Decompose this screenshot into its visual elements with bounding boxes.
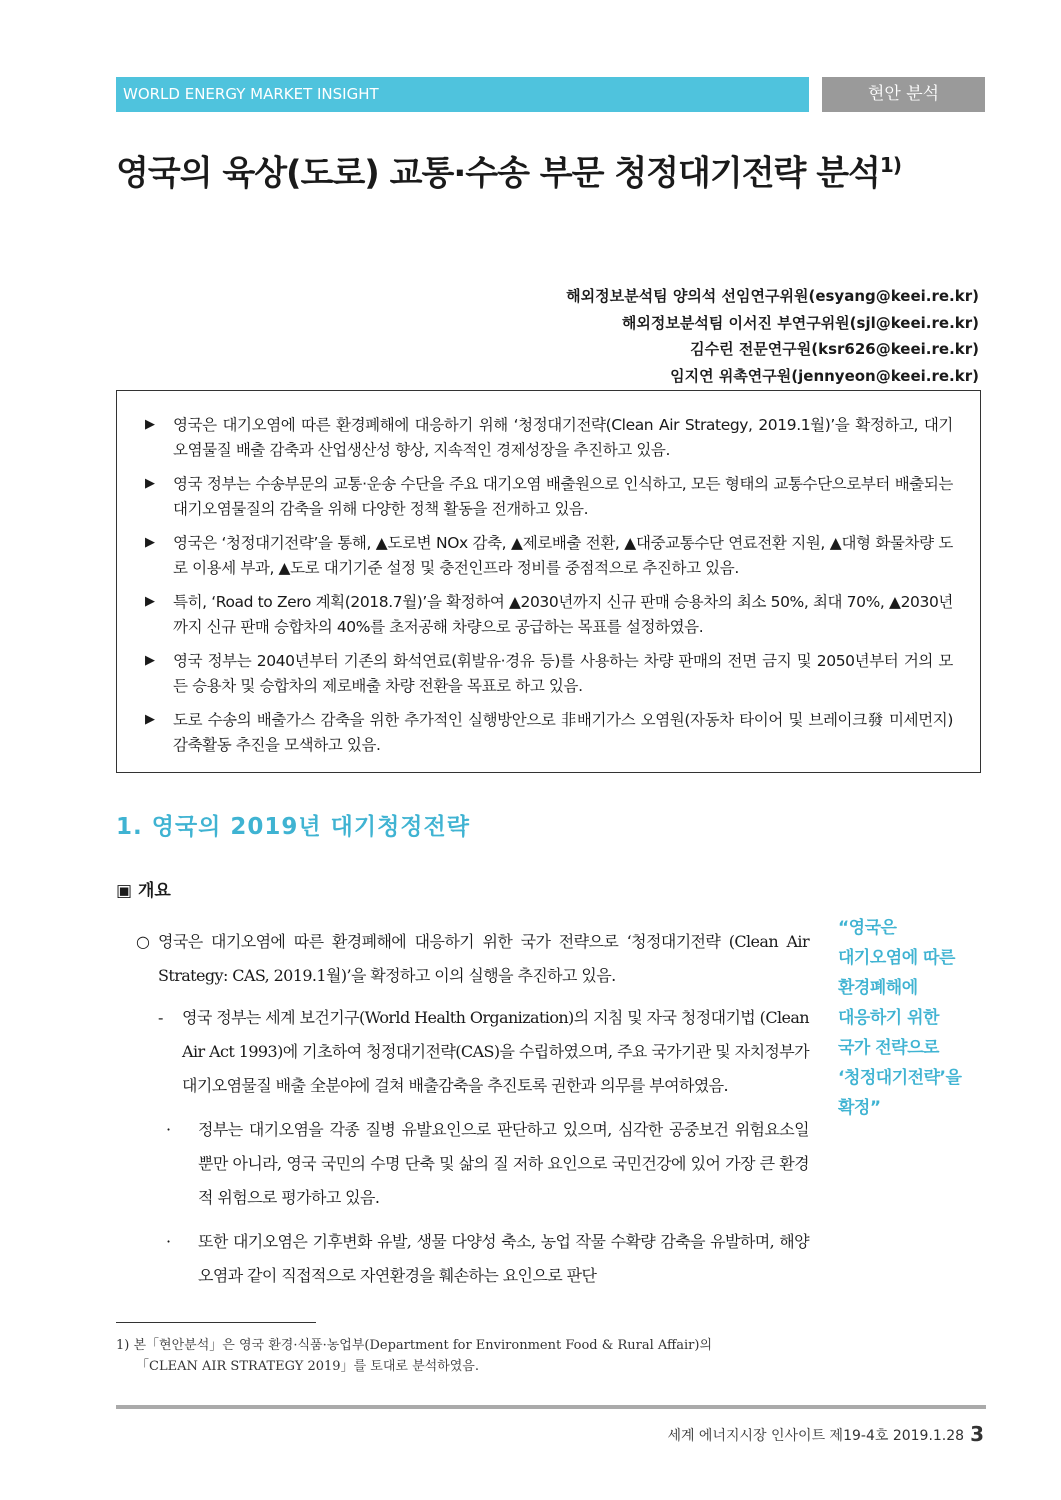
- paragraph-level3: [136, 1113, 809, 1215]
- summary-item: [145, 531, 953, 580]
- triangle-bullet-icon: ▶: [145, 653, 155, 668]
- summary-item: [145, 649, 953, 698]
- pull-quote-line: ‘청정대기전략’을: [838, 1068, 962, 1088]
- circle-bullet-icon: ○: [136, 932, 150, 951]
- pull-quote-line: 확정”: [838, 1098, 881, 1118]
- title-footnote-mark[interactable]: 1): [879, 153, 901, 177]
- pull-quote-line: 대기오염에 따른: [838, 948, 955, 968]
- pull-quote-line: “영국은: [838, 918, 897, 938]
- footer-divider: [116, 1405, 986, 1409]
- pull-quote-line: 환경폐해에: [838, 978, 918, 998]
- page-title: [116, 140, 1016, 198]
- page-number: 3: [970, 1422, 984, 1446]
- triangle-bullet-icon: ▶: [145, 712, 155, 727]
- dash-bullet-icon: -: [158, 1008, 163, 1027]
- triangle-bullet-icon: ▶: [145, 417, 155, 432]
- summary-item: [145, 590, 953, 639]
- summary-item: [145, 708, 953, 757]
- body-text: [136, 925, 809, 1303]
- footnote-line: 「CLEAN AIR STRATEGY 2019」를 토대로 분석하였음.: [136, 1359, 479, 1374]
- author-line: 임지연 위촉연구원(jennyeon@keei.re.kr): [670, 366, 979, 385]
- triangle-bullet-icon: ▶: [145, 535, 155, 550]
- page-footer: [667, 1420, 984, 1450]
- section-title: 1. 영국의 2019년 대기청정전략: [116, 814, 470, 840]
- paragraph-text: 영국 정부는 세계 보건기구(World Health Organization)의 지침 및 자국 청정대기법 (Clean Air Act 1993)에 기초하여 청정대기전략(CAS)을 수립하였으며, 주요 국가기관 및 자치정부가 대기오염물질 배출 全분야에 걸쳐 배출감축을 추진토록 권한과 의무를 부여하였음.: [182, 1008, 809, 1095]
- triangle-bullet-icon: ▶: [145, 594, 155, 609]
- dot-bullet-icon: ·: [166, 1232, 171, 1251]
- author-list: [566, 283, 979, 389]
- footnote: [116, 1335, 809, 1377]
- footnote-line: 1) 본「현안분석」은 영국 환경·식품·농업부(Department for Environment Food & Rural Affair)의: [116, 1338, 713, 1353]
- summary-box: [116, 390, 981, 773]
- summary-item: [145, 472, 953, 521]
- subsection-title: [116, 876, 171, 901]
- page-title-text: 영국의 육상(도로) 교통·수송 부문 청정대기전략 분석: [116, 153, 880, 194]
- footnote-divider: [116, 1322, 316, 1323]
- author-line: 해외정보분석팀 이서진 부연구위원(sjl@keei.re.kr): [621, 313, 979, 332]
- footer-publication: 세계 에너지시장 인사이트 제19-4호 2019.1.28: [667, 1428, 965, 1444]
- paragraph-text: 또한 대기오염은 기후변화 유발, 생물 다양성 축소, 농업 작물 수확량 감축을 유발하며, 해양 오염과 같이 직접적으로 자연환경을 훼손하는 요인으로 판단: [198, 1232, 809, 1285]
- dot-bullet-icon: ·: [166, 1120, 171, 1139]
- header-publication-label: WORLD ENERGY MARKET INSIGHT: [116, 77, 809, 112]
- summary-item-text: 영국 정부는 수송부문의 교통·운송 수단을 주요 대기오염 배출원으로 인식하고, 모든 형태의 교통수단으로부터 배출되는 대기오염물질의 감축을 위해 다양한 정책 활동을 전개하고 있음.: [173, 475, 953, 518]
- summary-item-text: 영국은 ‘청정대기전략’을 통해, ▲도로변 NOx 감축, ▲제로배출 전환, ▲대중교통수단 연료전환 지원, ▲대형 화물차량 도로 이용세 부과, ▲도로 대기기준 설정 및 충전인프라 정비를 중점적으로 추진하고 있음.: [173, 534, 953, 577]
- pull-quote: [838, 913, 978, 1123]
- author-line: 해외정보분석팀 양의석 선임연구위원(esyang@keei.re.kr): [566, 287, 979, 305]
- paragraph-text: 영국은 대기오염에 따른 환경폐해에 대응하기 위한 국가 전략으로 ‘청정대기전략 (Clean Air Strategy: CAS, 2019.1월)’을 확정하고 이의 실행을 추진하고 있음.: [158, 932, 809, 985]
- summary-item-text: 영국 정부는 2040년부터 기존의 화석연료(휘발유·경유 등)를 사용하는 차량 판매의 전면 금지 및 2050년부터 거의 모든 승용차 및 승합차의 제로배출 차량 전환을 목표로 하고 있음.: [173, 652, 953, 695]
- paragraph-level2: [136, 1001, 809, 1103]
- header-category-label: 현안 분석: [822, 77, 985, 112]
- subsection-title-text: 개요: [137, 881, 171, 901]
- summary-item-text: 영국은 대기오염에 따른 환경폐해에 대응하기 위해 ‘청정대기전략(Clean Air Strategy, 2019.1월)’을 확정하고, 대기오염물질 배출 감축과 산업생산성 향상, 지속적인 경제성장을 추진하고 있음.: [173, 416, 953, 459]
- paragraph-level1: [136, 925, 809, 993]
- author-line: 김수린 전문연구원(ksr626@keei.re.kr): [690, 340, 979, 358]
- paragraph-level3: [136, 1225, 809, 1293]
- pull-quote-line: 국가 전략으로: [838, 1038, 939, 1058]
- summary-item-text: 도로 수송의 배출가스 감축을 위한 추가적인 실행방안으로 非배기가스 오염원(자동차 타이어 및 브레이크發 미세먼지) 감축활동 추진을 모색하고 있음.: [173, 711, 953, 754]
- square-bullet-icon: ▣: [116, 881, 133, 901]
- triangle-bullet-icon: ▶: [145, 476, 155, 491]
- summary-item: [145, 413, 953, 462]
- summary-item-text: 특히, ‘Road to Zero 계획(2018.7월)’을 확정하여 ▲2030년까지 신규 판매 승용차의 최소 50%, 최대 70%, ▲2030년까지 신규 판매 승합차의 40%를 초저공해 차량으로 공급하는 목표를 설정하였음.: [173, 593, 953, 636]
- paragraph-text: 정부는 대기오염을 각종 질병 유발요인으로 판단하고 있으며, 심각한 공중보건 위험요소일 뿐만 아니라, 영국 국민의 수명 단축 및 삶의 질 저하 요인으로 국민건강에 있어 가장 큰 환경적 위험으로 평가하고 있음.: [198, 1120, 809, 1207]
- pull-quote-line: 대응하기 위한: [838, 1008, 939, 1028]
